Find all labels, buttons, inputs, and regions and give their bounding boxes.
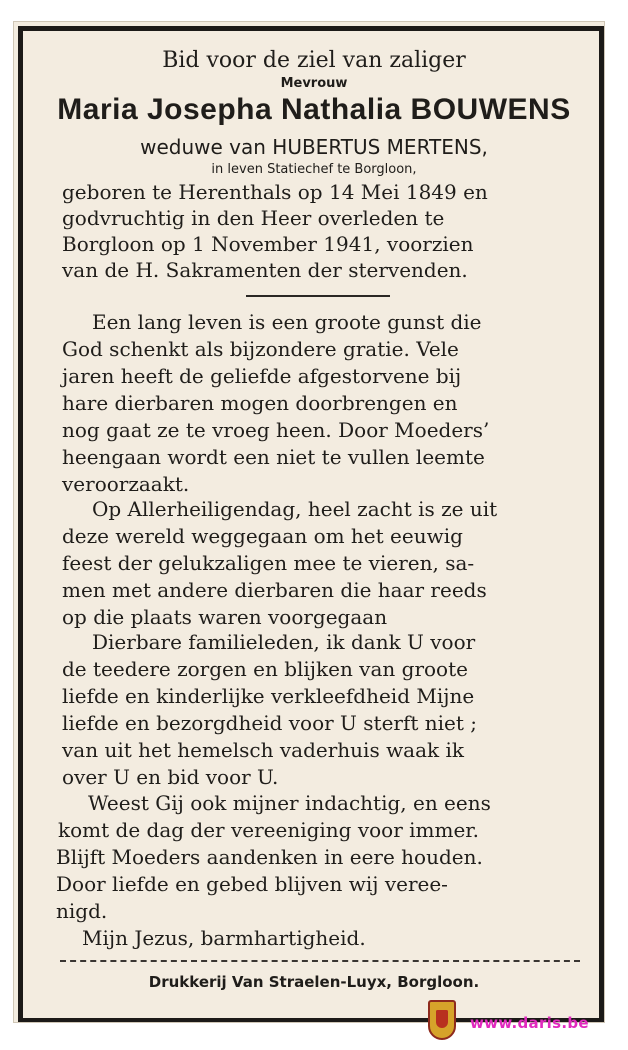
text-line: liefde en kinderlijke verkleefdheid Mijne <box>62 684 475 708</box>
biography-line: Borgloon op 1 November 1941, voorzien <box>62 232 474 256</box>
text-line: hare dierbaren mogen doorbrengen en <box>62 391 458 415</box>
text-line: Weest Gij ook mijner indachtig, en eens <box>88 791 491 815</box>
biography-line: van de H. Sakramenten der stervenden. <box>62 258 468 282</box>
salutation: Mevrouw <box>280 76 348 91</box>
text-line: de teedere zorgen en blijken van groote <box>62 657 468 681</box>
text-line: heengaan wordt een niet te vullen leemte <box>62 445 485 469</box>
prayer-heading: Bid voor de ziel van zaliger <box>162 48 466 73</box>
text-line: Op Allerheiligendag, heel zacht is ze uit <box>92 497 498 521</box>
text-line: feest der gelukzaligen mee te vieren, sa- <box>62 551 475 575</box>
card-border-top <box>18 26 604 31</box>
printer-credit: Drukkerij Van Straelen-Luyx, Borgloon. <box>148 973 480 991</box>
biography-line: geboren te Herenthals op 14 Mei 1849 en <box>62 180 488 204</box>
text-line: Een lang leven is een groote gunst die <box>92 310 482 334</box>
text-line: liefde en bezorgdheid voor U sterft niet ; <box>62 711 478 735</box>
spouse-role: in leven Statiechef te Borgloon, <box>211 162 417 177</box>
text-line: God schenkt als bijzondere gratie. Vele <box>62 337 459 361</box>
deceased-name: Maria Josepha Nathalia BOUWENS <box>57 93 571 126</box>
text-line: komt de dag der vereeniging voor immer. <box>58 818 480 842</box>
biography-line: godvruchtig in den Heer overleden te <box>62 206 445 230</box>
crest-icon <box>428 1000 456 1040</box>
text-line: nigd. <box>56 899 108 923</box>
text-line: op die plaats waren voorgegaan <box>62 605 388 629</box>
footer-divider <box>60 960 580 962</box>
widow-of: weduwe van HUBERTUS MERTENS, <box>140 135 488 159</box>
text-line: deze wereld weggegaan om het eeuwig <box>62 524 463 548</box>
text-line: veroorzaakt. <box>62 472 190 496</box>
text-line: Blijft Moeders aandenken in eere houden. <box>56 845 483 869</box>
text-line: nog gaat ze te vroeg heen. Door Moeders’ <box>62 418 490 442</box>
text-line: Dierbare familieleden, ik dank U voor <box>92 630 476 654</box>
text-line: over U en bid voor U. <box>62 765 279 789</box>
text-line: Door liefde en gebed blijven wij veree- <box>56 872 448 896</box>
separator-rule <box>246 295 390 297</box>
text-line: men met andere dierbaren die haar reeds <box>62 578 487 602</box>
text-line: jaren heeft de geliefde afgestorvene bij <box>62 364 462 388</box>
watermark-link[interactable]: www.daris.be <box>470 1014 589 1032</box>
text-line: van uit het hemelsch vaderhuis waak ik <box>62 738 465 762</box>
closing-prayer: Mijn Jezus, barmhartigheid. <box>82 926 366 950</box>
